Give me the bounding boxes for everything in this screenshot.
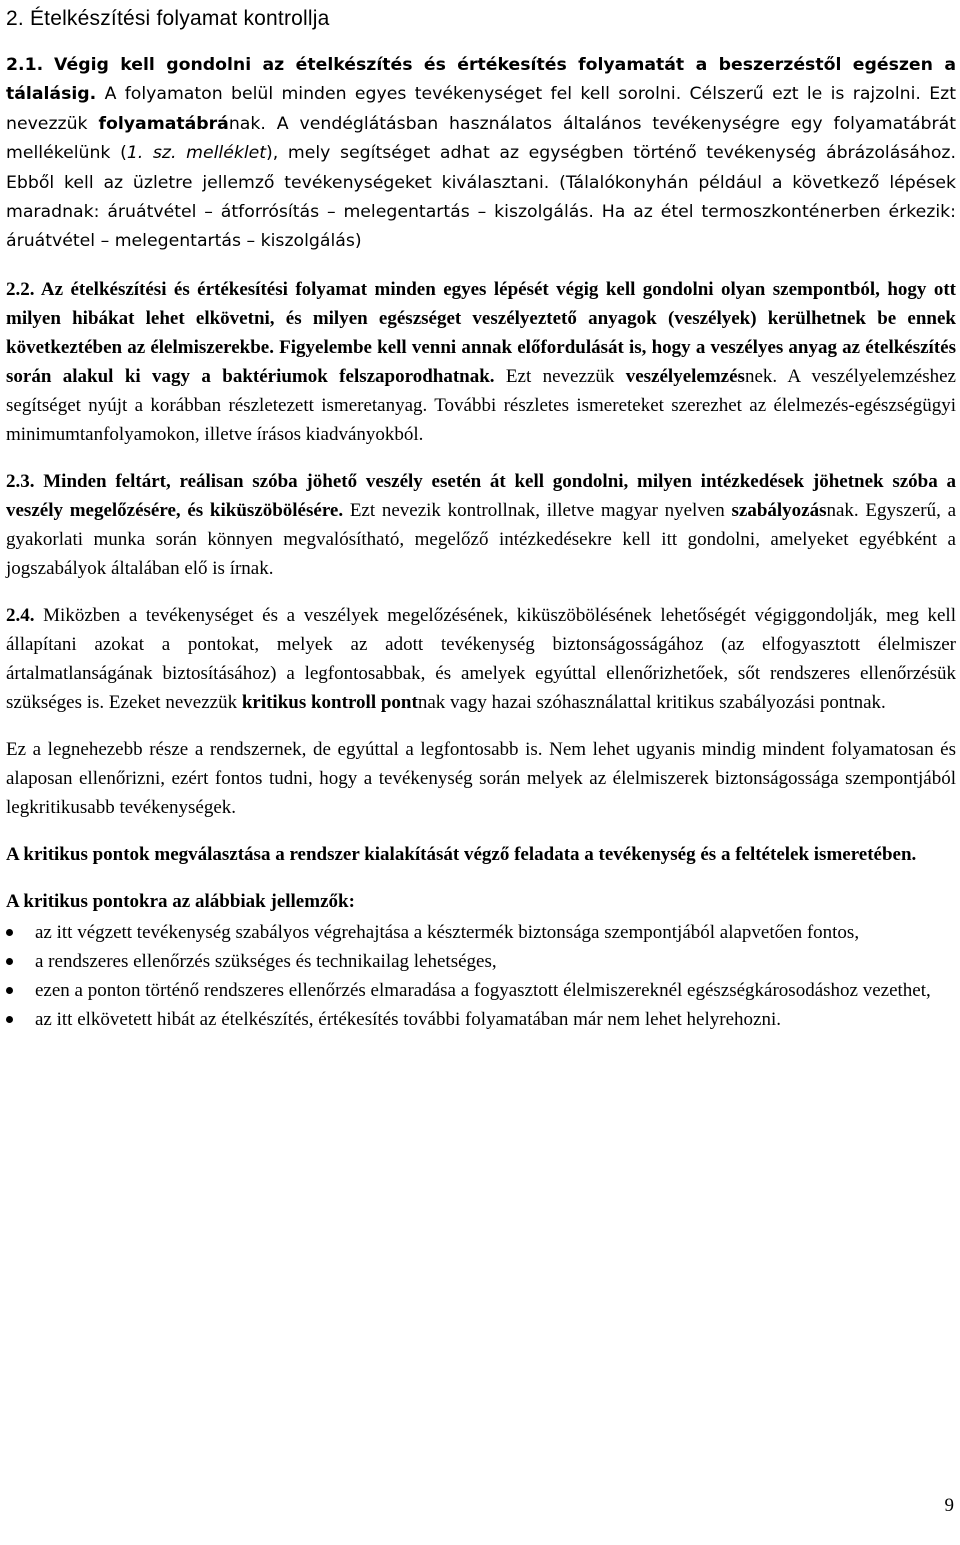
section-number-2-4: 2.4.	[6, 604, 35, 626]
paragraph-selection: A kritikus pontok megválasztása a rendszer kialakítását végző feladata a tevékenység és a feltételek ismeretében.	[6, 843, 917, 865]
page-number: 9	[944, 1495, 954, 1516]
emphasis-text: Végig kell gondolni az ételkészítés és értékesítés folyamatát a beszerzéstől egészen a tálalásig.	[6, 55, 956, 105]
list-item	[6, 918, 956, 947]
list-item-text: az itt elkövetett hibát az ételkészítés, értékesítés további folyamatában már nem lehet helyrehozni.	[35, 1008, 781, 1030]
list-item-text: az itt végzett tevékenység szabályos végrehajtása a késztermék biztonsága szempontjából alapvetően fontos,	[35, 921, 860, 943]
annex-reference: 1. sz. melléklet	[126, 143, 267, 164]
paragraph-importance: Ez a legnehezebb része a rendszernek, de egyúttal a legfontosabb is. Nem lehet ugyanis mindig mindent folyamatosan és alaposan ellenőrizni, ezért fontos tudni, hogy a tevékenység során melyek az élelmiszerek biztonságossága szempontjából legkritikusabb tevékenységek.	[6, 738, 956, 818]
bullet-icon	[6, 987, 13, 994]
bullet-icon	[6, 929, 13, 936]
list-title: A kritikus pontokra az alábbiak jellemzők:	[6, 890, 355, 912]
body-text: nak vagy hazai szóhasználattal kritikus szabályozási pontnak.	[417, 691, 886, 713]
body-text: A folyamaton belül minden egyes tevékenységet fel kell sorolni. Célszerű ezt le is rajzolni. Ezt nevezzük	[6, 84, 956, 134]
body-text: nek. A veszélyelemzéshez segítséget nyújt a korábban részletezett ismeretanyag. További részletes ismereteket szerezhet az élelmezés-egészségügyi minimumtanfolyamokon, illetve írásos kiadványokból.	[6, 365, 956, 445]
term-szabalyozas: szabályozás	[731, 499, 827, 521]
body-text: nak. Egyszerű, a gyakorlati munka során könnyen megvalósítható, megelőző intézkedésekre kell itt gondolni, amelyeket egyébként a jogszabályok általában elő is írnak.	[6, 499, 957, 579]
emphasis-text: 2.2. Az ételkészítési és értékesítési folyamat minden egyes lépését végig kell gondolni olyan szempontból, hogy ott milyen hibákat lehet elkövetni, és milyen egészséget veszélyeztető anyagok (veszélyek) kerülhetnek be ennek következtében az élelmiszerekbe. Figyelembe kell venni annak előfordulását is, hogy a veszélyes anyag az ételkészítés során alakul ki vagy a baktériumok felszaporodhatnak.	[6, 278, 956, 387]
list-item	[6, 1005, 956, 1034]
body-text: Ezt nevezik kontrollnak, illetve magyar nyelven	[343, 499, 732, 521]
section-heading: 2. Ételkészítési folyamat kontrollja	[6, 7, 330, 30]
list-item	[6, 976, 956, 1005]
section-number-2-1: 2.1.	[6, 55, 44, 75]
list-item-text: a rendszeres ellenőrzés szükséges és technikailag lehetséges,	[35, 950, 497, 972]
body-text: ), mely segítséget adhat az egységben történő tevékenység ábrázolásához. Ebből kell az üzletre jellemző tevékenységeket kiválasztani. (Tálalókonyhán például a következő lépések maradnak: áruátvétel – átforrósítás – melegentartás – kiszolgálás. Ha az étel termoszkonténerben érkezik: áruátvétel – melegentartás – kiszolgálás)	[6, 143, 956, 252]
term-veszelyelemzes: veszélyelemzés	[625, 365, 745, 387]
emphasis-text: 2.3. Minden feltárt, reálisan szóba jöhető veszély esetén át kell gondolni, milyen intézkedések jöhetnek szóba a veszély megelőzésére, és kiküszöbölésére.	[6, 470, 956, 521]
term-kritikus-kontroll-pont: kritikus kontroll pont	[241, 691, 418, 713]
paragraph-2-3	[6, 467, 956, 583]
body-text: nak. A vendéglátásban használatos általános tevékenységre egy folyamatábrát mellékelünk (	[6, 113, 956, 164]
body-text: Ezt nevezzük	[494, 365, 626, 387]
paragraph-2-4	[6, 601, 956, 717]
list-item	[6, 947, 956, 976]
criteria-list	[6, 918, 956, 1034]
paragraph-2-2	[6, 275, 956, 449]
bullet-icon	[6, 1016, 13, 1023]
list-item-text: ezen a ponton történő rendszeres ellenőrzés elmaradása a fogyasztott élelmiszereknél egészségkárosodáshoz vezethet,	[35, 979, 931, 1001]
body-text: Miközben a tevékenységet és a veszélyek megelőzésének, kiküszöbölésének lehetőségét végiggondolják, meg kell állapítani azokat a pontokat, melyek az adott tevékenység biztonságosságához (az elfogyasztott élelmiszer ártalmatlanságának biztosításához) a legfontosabbak, és amelyek egyúttal ellenőrizhetőek, sőt rendszeres ellenőrzésük szükséges is. Ezeket nevezzük	[6, 604, 956, 713]
document-page	[6, 0, 956, 1034]
term-folyamatabra: folyamatábrá	[98, 113, 229, 134]
paragraph-2-1	[6, 51, 956, 257]
bullet-icon	[6, 958, 13, 965]
